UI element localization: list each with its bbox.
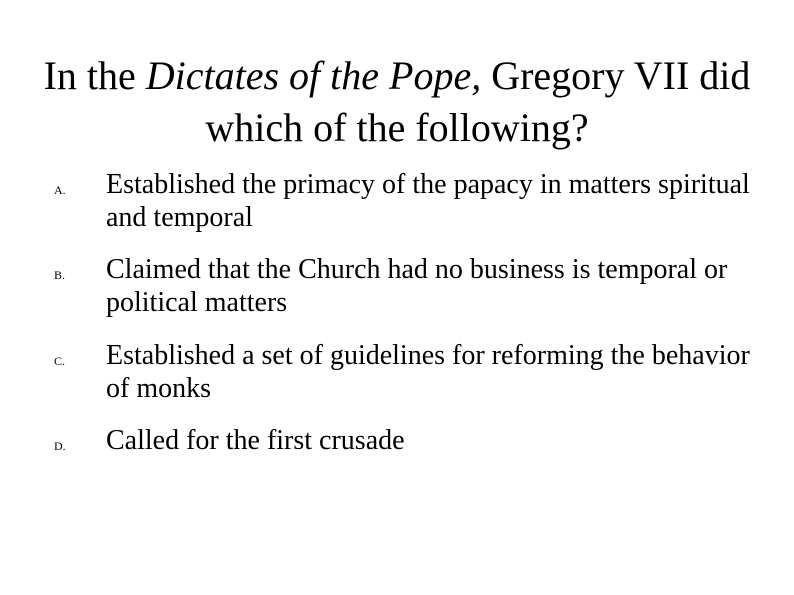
answer-option-d bbox=[54, 424, 754, 463]
option-letter: A. bbox=[54, 183, 66, 197]
answer-option-a bbox=[54, 168, 754, 234]
option-text: Established the primacy of the papacy in matters spiritual and temporal bbox=[106, 169, 750, 233]
question-suffix: Gregory VII did which of the following? bbox=[205, 53, 751, 150]
question-title bbox=[40, 50, 754, 154]
question-prefix: In the bbox=[43, 53, 146, 98]
option-letter: B. bbox=[54, 268, 66, 282]
option-letter: D. bbox=[54, 439, 66, 453]
answer-option-c bbox=[54, 339, 754, 405]
question-italic-work-title: Dictates of the Pope, bbox=[145, 53, 482, 98]
option-text: Claimed that the Church had no business is temporal or political matters bbox=[106, 254, 728, 318]
answer-option-b bbox=[54, 253, 754, 319]
option-letter: C. bbox=[54, 354, 66, 368]
option-text: Established a set of guidelines for reforming the behavior of monks bbox=[106, 340, 750, 404]
option-text: Called for the first crusade bbox=[106, 425, 405, 456]
